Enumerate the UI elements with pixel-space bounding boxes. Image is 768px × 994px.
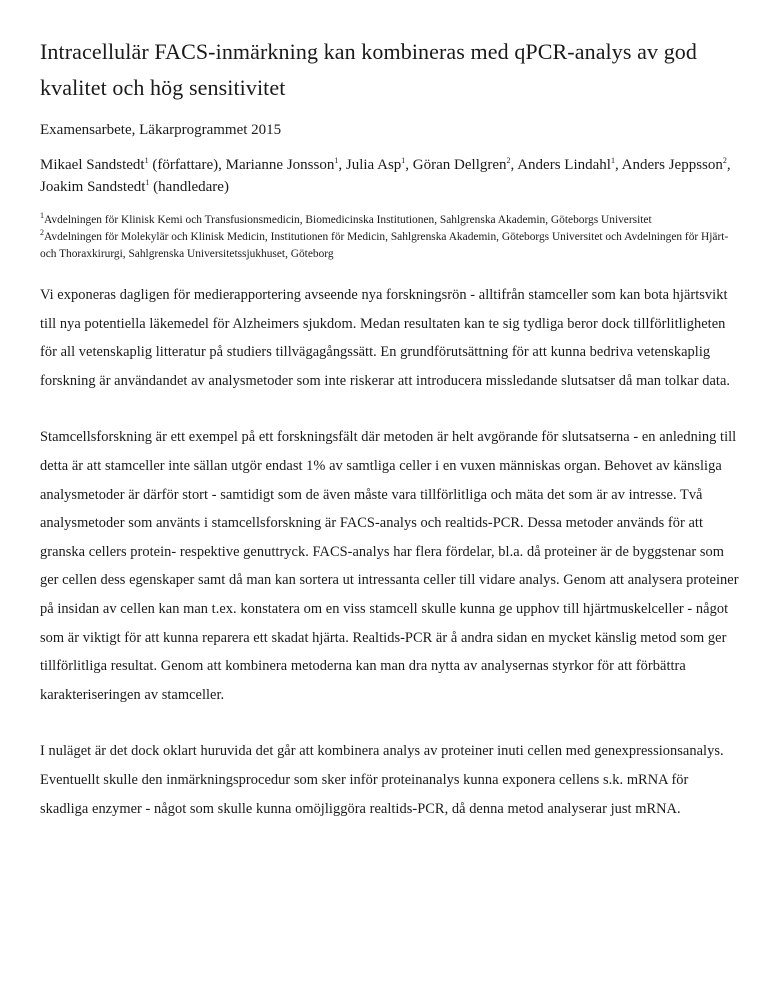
author-entry xyxy=(40,179,229,195)
author-name: Marianne Jonsson xyxy=(225,157,335,173)
affiliation-marker: 1 xyxy=(40,211,44,221)
document-subtitle: Examensarbete, Läkarprogrammet 2015 xyxy=(40,122,282,138)
author-separator: , xyxy=(338,157,346,173)
author-entry xyxy=(413,157,517,173)
author-entry xyxy=(346,157,413,173)
affiliation-item xyxy=(40,212,740,229)
author-separator: , xyxy=(510,157,518,173)
author-list xyxy=(40,154,740,198)
author-affiliation-marker: 1 xyxy=(145,178,150,187)
author-name: Mikael Sandstedt xyxy=(40,157,145,173)
affiliation-text: Avdelningen för Klinisk Kemi och Transfusionsmedicin, Biomedicinska Institutionen, Sahlgrenska Akademin, Göteborgs Universitet xyxy=(44,214,652,226)
body-paragraph: Stamcellsforskning är ett exempel på ett forskningsfält där metoden är helt avgörande för slutsatserna - en anledning till detta är att stamceller inte sällan utgör endast 1% av samtliga celler i en vuxen människas organ. Behovet av känsliga analysmetoder är därför stort - samtidigt som de även måste vara tillförlitliga och mäta det som är av intresse. Två analysmetoder som använts i stamcellsforskning är FACS-analys och realtids-PCR. Dessa metoder används för att granska cellers protein- respektive genuttryck. FACS-analys har flera fördelar, bl.a. då proteiner är de byggstenar som ger cellen dess egenskaper samt då man kan sortera ut intressanta celler till vidare analys. Genom att analysera proteiner på insidan av cellen kan man t.ex. konstatera om en viss stamcell skulle kunna ge upphov till hjärtmuskelceller - något som är viktigt för att kunna reparera ett skadat hjärta. Realtids-PCR är å andra sidan en mycket känslig metod som ger tillförlitliga resultat. Genom att kombinera metoderna kan man dra nytta av analysernas styrkor för att förbättra karakteriseringen av stamceller. xyxy=(40,429,739,703)
author-affiliation-marker: 1 xyxy=(401,156,406,165)
author-entry xyxy=(40,157,226,173)
affiliation-item xyxy=(40,229,740,263)
affiliation-text: Avdelningen för Molekylär och Klinisk Medicin, Institutionen för Medicin, Sahlgrenska Akademin, Göteborgs Universitet och Avdelningen för Hjärt- och Thoraxkirurgi, Sahlgrenska Universitetssjukhuset, Göteborg xyxy=(40,231,729,260)
body-paragraph: Vi exponeras dagligen för medierapportering avseende nya forskningsrön - alltifrån stamceller som kan bota hjärtsvikt till nya potentiella läkemedel för Alzheimers sjukdom. Medan resultaten kan te sig tydliga beror dock tillförlitligheten för all vetenskaplig litteratur på studiers tillvägagångssätt. En grundförutsättning för att kunna bedriva vetenskaplig forskning är användandet av analysmetoder som inte riskerar att introducera missledande slutsatser då man tolkar data. xyxy=(40,287,731,389)
author-name: Anders Lindahl xyxy=(517,157,611,173)
author-name: Julia Asp xyxy=(345,157,402,173)
author-separator: , xyxy=(726,157,731,173)
author-affiliation-marker: 2 xyxy=(722,156,727,165)
affiliation-list xyxy=(40,212,740,263)
author-name: Joakim Sandstedt xyxy=(40,179,146,195)
author-entry xyxy=(517,157,621,173)
author-affiliation-marker: 1 xyxy=(334,156,339,165)
author-separator: , xyxy=(614,157,622,173)
author-name: Göran Dellgren xyxy=(412,157,507,173)
author-separator: (handledare) xyxy=(149,179,229,195)
body-paragraph: I nuläget är det dock oklart huruvida det går att kombinera analys av proteiner inuti cellen med genexpressionsanalys. Eventuellt skulle den inmärkningsprocedur som sker inför proteinanalys kunna exponera cellens s.k. mRNA för skadliga enzymer - något som skulle kunna omöjliggöra realtids-PCR, då denna metod analyserar just mRNA. xyxy=(40,743,724,817)
author-name: Anders Jeppsson xyxy=(621,157,723,173)
document-title: Intracellulär FACS-inmärkning kan kombineras med qPCR-analys av god kvalitet och hög sensitivitet xyxy=(40,39,697,100)
affiliation-marker: 2 xyxy=(40,228,44,238)
author-affiliation-marker: 1 xyxy=(144,156,149,165)
body-text xyxy=(40,281,740,823)
author-separator: (författare), xyxy=(148,157,226,173)
author-entry xyxy=(226,157,346,173)
author-affiliation-marker: 2 xyxy=(506,156,511,165)
author-entry xyxy=(622,157,731,173)
document-page xyxy=(40,34,740,851)
author-affiliation-marker: 1 xyxy=(610,156,615,165)
author-separator: , xyxy=(405,157,413,173)
